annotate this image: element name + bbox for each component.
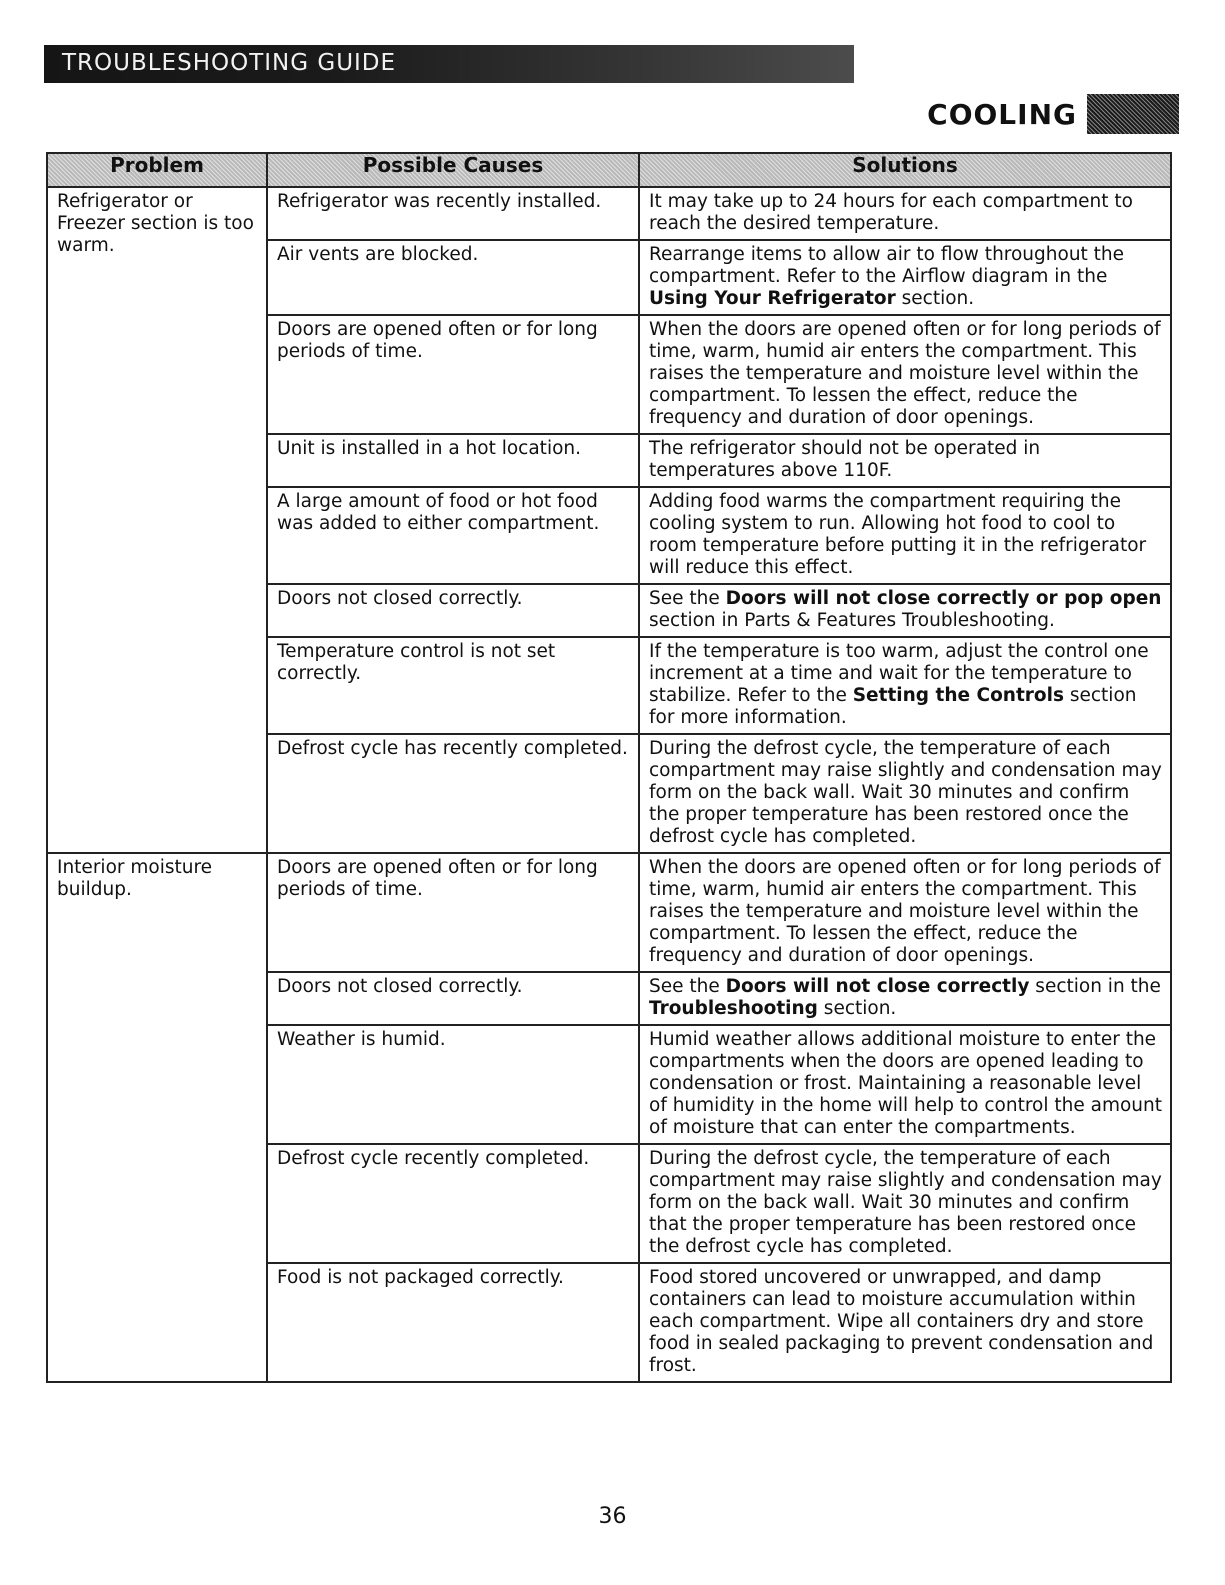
solution-text: During the defrost cycle, the temperature of each compartment may raise slightly and condensation may form on the back wall. Wait 30 minutes and confirm the proper temperature has been restored once the defrost cycle has completed. [649, 738, 1162, 847]
table-row [47, 187, 1171, 240]
solution-reference: Troubleshooting [649, 998, 818, 1019]
cause-cell: Unit is installed in a hot location. [267, 434, 639, 487]
solution-cell [639, 187, 1171, 240]
column-header-problem: Problem [47, 153, 267, 187]
column-header-solutions: Solutions [639, 153, 1171, 187]
table-row [47, 853, 1171, 972]
cause-cell: Refrigerator was recently installed. [267, 187, 639, 240]
solution-text: If the temperature is too warm, adjust the control one increment at a time and wait for the temperature to stabilize. Refer to the [649, 641, 1149, 706]
cause-cell: Doors not closed correctly. [267, 584, 639, 637]
solution-text: When the doors are opened often or for long periods of time, warm, humid air enters the compartment. This raises the temperature and moisture level within the compartment. To lessen the effect, reduce the frequency and duration of door openings. [649, 319, 1161, 428]
cause-cell: Food is not packaged correctly. [267, 1263, 639, 1382]
solution-reference: Setting the Controls [852, 685, 1064, 706]
cause-cell: Temperature control is not set correctly. [267, 637, 639, 734]
solution-cell [639, 315, 1171, 434]
solution-reference: Doors will not close correctly or pop open [725, 588, 1162, 609]
problem-cell: Refrigerator or Freezer section is too warm. [47, 187, 267, 853]
solution-text: section. [895, 288, 975, 309]
cause-cell: Doors not closed correctly. [267, 972, 639, 1025]
cause-cell: Defrost cycle recently completed. [267, 1144, 639, 1263]
solution-text: See the [649, 976, 726, 997]
solution-text: Food stored uncovered or unwrapped, and damp containers can lead to moisture accumulation within each compartment. Wipe all containers dry and store food in sealed packaging to prevent condensation and frost. [649, 1267, 1154, 1376]
solution-text: See the [649, 588, 726, 609]
solution-text: It may take up to 24 hours for each compartment to reach the desired temperature. [649, 191, 1133, 234]
section-title: COOLING [927, 97, 1077, 131]
solution-reference: Doors will not close correctly [725, 976, 1030, 997]
solution-cell [639, 1263, 1171, 1382]
solution-cell [639, 734, 1171, 853]
page-number: 36 [598, 1504, 627, 1529]
solution-text: Rearrange items to allow air to flow throughout the compartment. Refer to the Airflow diagram in the [649, 244, 1125, 287]
cause-cell: Doors are opened often or for long periods of time. [267, 853, 639, 972]
section-banner [44, 45, 854, 83]
column-header-possible-causes: Possible Causes [267, 153, 639, 187]
solution-cell [639, 637, 1171, 734]
section-marker-block [1087, 94, 1179, 134]
section-header [927, 94, 1179, 134]
cause-cell: Defrost cycle has recently completed. [267, 734, 639, 853]
solution-cell [639, 240, 1171, 315]
cause-cell: Weather is humid. [267, 1025, 639, 1144]
problem-cell: Interior moisture buildup. [47, 853, 267, 1382]
solution-text: Humid weather allows additional moisture to enter the compartments when the doors are opened leading to condensation or frost. Maintaining a reasonable level of humidity in the home will help to control the amount of moisture that can enter the compartments. [649, 1029, 1162, 1138]
solution-text: section in the [1029, 976, 1161, 997]
cause-cell: Doors are opened often or for long periods of time. [267, 315, 639, 434]
solution-cell [639, 1025, 1171, 1144]
solution-text: section. [817, 998, 897, 1019]
solution-cell [639, 972, 1171, 1025]
cause-cell: Air vents are blocked. [267, 240, 639, 315]
table-header-row [47, 153, 1171, 187]
cause-cell: A large amount of food or hot food was added to either compartment. [267, 487, 639, 584]
troubleshooting-table [46, 152, 1172, 1383]
solution-cell [639, 434, 1171, 487]
banner-title: TROUBLESHOOTING GUIDE [62, 50, 397, 76]
solution-text: section for more information. [649, 685, 1137, 728]
solution-cell [639, 487, 1171, 584]
solution-text: When the doors are opened often or for long periods of time, warm, humid air enters the compartment. This raises the temperature and moisture level within the compartment. To lessen the effect, reduce the frequency and duration of door openings. [649, 857, 1161, 966]
solution-cell [639, 584, 1171, 637]
table-body [47, 187, 1171, 1382]
solution-cell [639, 853, 1171, 972]
solution-reference: Using Your Refrigerator [649, 288, 896, 309]
solution-cell [639, 1144, 1171, 1263]
solution-text: The refrigerator should not be operated in temperatures above 110F. [649, 438, 1041, 481]
solution-text: During the defrost cycle, the temperature of each compartment may raise slightly and condensation may form on the back wall. Wait 30 minutes and confirm that the proper temperature has been restored once the defrost cycle has completed. [649, 1148, 1162, 1257]
solution-text: Adding food warms the compartment requiring the cooling system to run. Allowing hot food to cool to room temperature before putting it in the refrigerator will reduce this effect. [649, 491, 1147, 578]
solution-text: section in Parts & Features Troubleshooting. [649, 610, 1055, 631]
